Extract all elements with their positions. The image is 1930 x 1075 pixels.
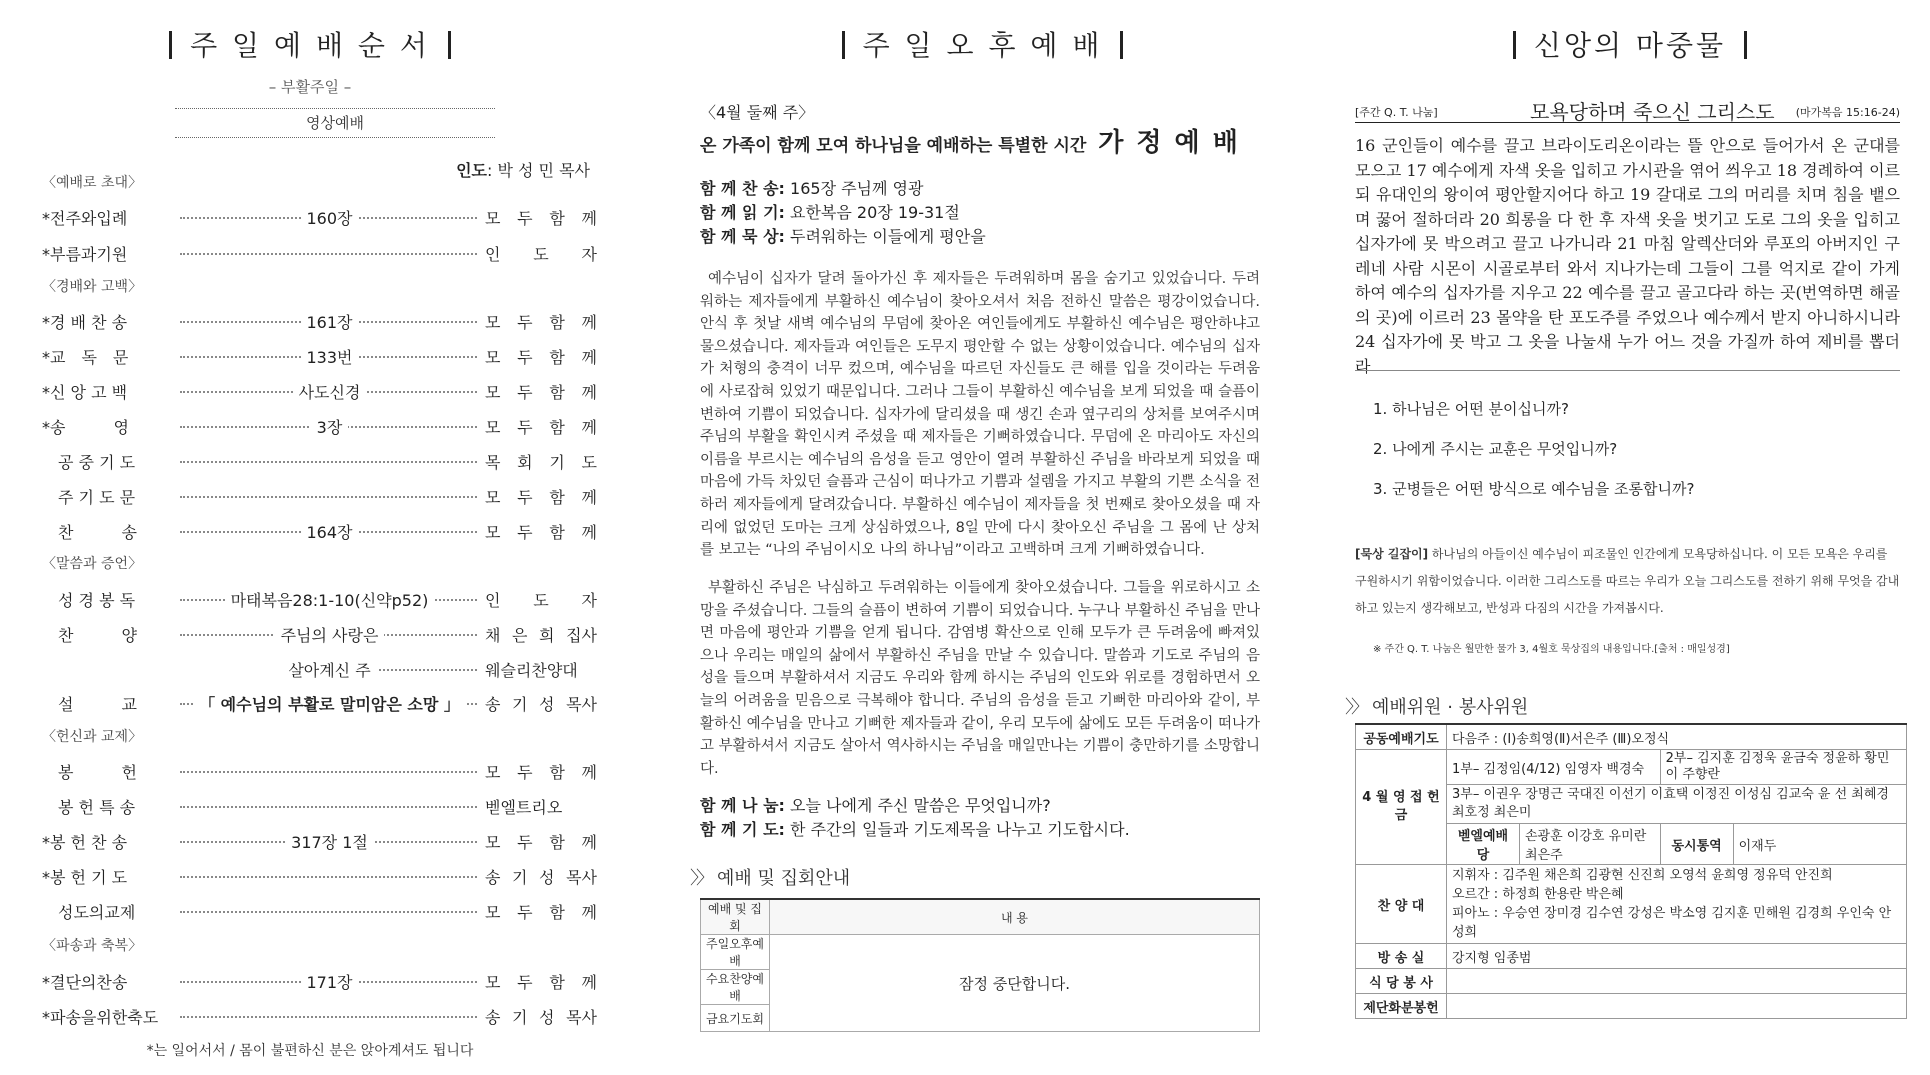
order-item-leader: 벧엘트리오 bbox=[485, 798, 563, 817]
prayer-line bbox=[700, 817, 1130, 840]
prayer-value: 한 주간의 일들과 기도제목을 나누고 기도합시다. bbox=[784, 820, 1130, 839]
staff-value: 3부– 이권우 장명근 국대진 이선기 이효택 이정진 이성심 김교숙 윤 선 최혜경 최호정 최은미 bbox=[1447, 785, 1907, 824]
order-item-name: 봉 헌 bbox=[42, 763, 137, 782]
order-item-detail-wrap bbox=[192, 588, 467, 611]
schedule-item: 주일오후예배 bbox=[701, 935, 770, 970]
choir-list bbox=[1447, 865, 1907, 944]
order-item-name: 성도의교제 bbox=[42, 903, 136, 922]
order-item-detail: 317장 1절 bbox=[285, 833, 374, 852]
schedule-heading bbox=[690, 864, 850, 890]
order-item bbox=[42, 623, 597, 645]
service-type: 영상예배 bbox=[175, 108, 495, 138]
order-item-name: *결단의찬송 bbox=[42, 973, 128, 992]
order-item-name: 찬 송 bbox=[42, 523, 137, 542]
staff-value: 오르간 : 하정희 한용란 박은혜 bbox=[1452, 887, 1624, 902]
staff-value: 이재두 bbox=[1733, 824, 1906, 865]
section-heading: 〈예배로 초대〉 bbox=[42, 175, 143, 191]
order-item bbox=[42, 310, 597, 332]
worship-order-title: 주 일 예 배 순 서 bbox=[190, 29, 430, 62]
qt-header bbox=[1355, 98, 1900, 123]
order-item-leader: 송 기 성 목사 bbox=[485, 695, 597, 714]
meditation-guide-label: [묵상 길잡이] bbox=[1355, 547, 1429, 561]
order-item bbox=[42, 760, 597, 782]
family-worship-heading bbox=[700, 122, 1240, 159]
order-item-detail: 160장 bbox=[301, 209, 359, 228]
order-item-leader: 송 기 성 목사 bbox=[485, 1008, 597, 1027]
order-item-detail-wrap bbox=[192, 970, 467, 993]
reading-label: 함 께 읽 기: bbox=[700, 203, 785, 222]
order-item bbox=[42, 415, 597, 437]
table-row bbox=[1356, 750, 1907, 785]
order-item bbox=[42, 830, 597, 852]
order-item-leader: 모 두 함 께 bbox=[485, 418, 597, 437]
question: 3. 군병들은 어떤 방식으로 예수님을 조롱합니까? bbox=[1373, 480, 1695, 498]
order-item-detail-wrap bbox=[192, 520, 467, 543]
order-item-detail-wrap bbox=[192, 658, 467, 681]
order-item-detail: 164장 bbox=[301, 523, 359, 542]
share-line bbox=[700, 793, 1051, 816]
week-label: 〈4월 둘째 주〉 bbox=[700, 103, 815, 122]
order-item-detail: 사도신경 bbox=[293, 383, 367, 402]
faith-title: 신앙의 마중물 bbox=[1533, 29, 1727, 62]
staff-value bbox=[1447, 969, 1907, 994]
dotted-leader bbox=[180, 496, 477, 498]
title-bar-left bbox=[842, 31, 845, 59]
order-item bbox=[42, 795, 597, 817]
meditation-value: 두려워하는 이들에게 평안을 bbox=[784, 227, 986, 246]
meditation-paragraph-1: 예수님이 십자가 달려 돌아가신 후 제자들은 두려워하며 몸을 숨기고 있었습니다. 두려워하는 제자들에게 부활하신 예수님이 찾아오셔서 처음 전하신 말씀은 평강이었습니다. 안식 후 첫날 새벽 예수님의 무덤에 찾아온 여인들에게도 부활하신 예수님은 평안하냐고 물으셨습니다. 제자들과 여인들은 도무지 평안할 수 없는 상황이었습니다. 예수님의 십자가 처형의 충격이 너무 컸으며, 예수님을 따르던 자신들도 큰 해를 입을 것이라는 두려움에 사로잡혀 있었기 때문입니다. 그러나 그들이 부활하신 예수님을 보게 되었을 때 슬픔이 변하여 기쁨이 되었습니다. 십자가에 달리셨을 때 생긴 손과 옆구리의 상처를 보여주시며 주님의 부활을 확인시켜 주셨을 때 제자들은 기뻐하였습니다. 무덤에 온 마리아도 자신의 이름을 부르시는 예수님의 음성을 듣고 영안이 열려 부활하신 주님을 바라보게 되었을 때 마음에 가득 차있던 슬픔과 근심이 떠나가고 기쁨과 설렘을 가지고 부활의 기쁜 소식을 전하러 제자들에게 달려갔습니다. 부활하신 예수님이 제자들을 첫 번째로 찾아오셨을 때 자리에 없었던 도마는 크게 상심하였으나, 8일 만에 다시 찾아오신 주님을 그 몸에 난 상처를 보고는 “나의 주님이시오 나의 하나님”이라고 고백하며 크게 기뻐하였습니다. bbox=[700, 271, 1260, 559]
staff-value bbox=[1447, 994, 1907, 1019]
dotted-leader bbox=[180, 806, 477, 808]
staff-value: 지휘자 : 김주원 채은희 김광현 신진희 오영석 윤희영 정유덕 안진희 bbox=[1452, 868, 1833, 883]
staff-value: 강지형 임종범 bbox=[1447, 944, 1907, 969]
schedule-heading-text: 예배 및 집회안내 bbox=[717, 868, 851, 889]
order-item-name: *봉 헌 찬 송 bbox=[42, 833, 128, 852]
afternoon-title: 주 일 오 후 예 배 bbox=[862, 29, 1103, 62]
staff-label: 동시통역 bbox=[1660, 824, 1733, 865]
share-label: 함 께 나 눔: bbox=[700, 796, 785, 815]
reading-value: 요한복음 20장 19-31절 bbox=[784, 203, 960, 222]
family-intro: 온 가족이 함께 모여 하나님을 예배하는 특별한 시간 bbox=[700, 136, 1087, 156]
staff-label: 방 송 실 bbox=[1356, 944, 1447, 969]
order-item-name: 공 중 기 도 bbox=[42, 453, 136, 472]
order-item-leader: 인 도 자 bbox=[485, 591, 597, 610]
staff-label: 찬 양 대 bbox=[1356, 865, 1447, 944]
hymn-label: 함 께 찬 송: bbox=[700, 179, 785, 198]
schedule-table bbox=[700, 898, 1260, 1032]
order-item-name: 찬 양 bbox=[42, 626, 137, 645]
dotted-leader bbox=[180, 253, 477, 255]
qt-reference: (마가복음 15:16-24) bbox=[1795, 106, 1900, 119]
order-item-leader: 인 도 자 bbox=[485, 245, 597, 264]
order-item bbox=[42, 206, 597, 228]
order-item-name: *파송을위한축도 bbox=[42, 1008, 159, 1027]
meditation-paragraph-2: 부활하신 주님은 낙심하고 두려워하는 이들에게 찾아오셨습니다. 그들을 위로하시고 소망을 주셨습니다. 그들의 슬픔이 변하여 기쁨이 되었습니다. 누구나 부활하신 주님을 만나면 마음에 평안과 기쁨을 얻게 됩니다. 감염병 확산으로 인해 모두가 큰 두려움에 빠져있으나 우리는 매일의 삶에서 부활하신 주님을 만날 수 있습니다. 말씀과 기도로 주님의 음성을 들으며 부활하셔서 지금도 우리와 함께 하시는 주님의 인도와 위로를 경험하면서 오늘의 어려움을 믿음으로 극복해야 합니다. 주님의 음성을 듣고 기뻐한 마리아와 같이, 부활하신 예수님을 만나고 기뻐한 제자들과 같이, 우리 모두에 삶에도 모든 두려움이 떠나가고 부활하셔서 지금도 살아서 역사하시는 주님을 매일만나는 기쁨이 충만하기를 소망합니다. bbox=[700, 580, 1260, 777]
faith-title-wrap bbox=[1345, 24, 1915, 64]
reading-line bbox=[700, 200, 960, 223]
question: 2. 나에게 주시는 교훈은 무엇입니까? bbox=[1373, 440, 1618, 458]
order-item-detail-wrap bbox=[192, 310, 467, 333]
order-item bbox=[42, 865, 597, 887]
order-item-leader: 모 두 함 께 bbox=[485, 763, 597, 782]
order-item bbox=[42, 900, 597, 922]
hymn-value: 165장 주님께 영광 bbox=[784, 179, 924, 198]
order-item-leader: 모 두 함 께 bbox=[485, 209, 597, 228]
order-item-detail-wrap bbox=[192, 692, 467, 715]
dotted-leader bbox=[180, 771, 477, 773]
schedule-item: 수요찬양예배 bbox=[701, 970, 770, 1005]
standing-note: *는 일어서서 / 몸이 불편하신 분은 앉아계셔도 됩니다 bbox=[146, 1043, 474, 1059]
dotted-leader bbox=[180, 1016, 477, 1018]
title-bar-right bbox=[1744, 31, 1747, 59]
order-item-detail: 「 예수님의 부활로 말미암은 소망 」 bbox=[193, 695, 466, 714]
leader bbox=[456, 158, 590, 181]
table-row bbox=[1356, 994, 1907, 1019]
order-item bbox=[42, 658, 597, 680]
order-item-leader: 모 두 함 께 bbox=[485, 833, 597, 852]
order-item bbox=[42, 1005, 597, 1027]
title-bar-right bbox=[1120, 31, 1123, 59]
order-item-name: *부름과기원 bbox=[42, 245, 128, 264]
order-item-leader: 채 은 희 집사 bbox=[485, 626, 597, 645]
share-value: 오늘 나에게 주신 말씀은 무엇입니까? bbox=[784, 796, 1051, 815]
order-item bbox=[42, 485, 597, 507]
order-item bbox=[42, 242, 597, 264]
order-item-detail-wrap bbox=[192, 206, 467, 229]
order-item-name: *송 영 bbox=[42, 418, 129, 437]
source-note: ※ 주간 Q. T. 나눔은 월만한 물가 3, 4월호 묵상집의 내용입니다.[출처 : 매일성경] bbox=[1373, 644, 1730, 655]
order-item-leader: 송 기 성 목사 bbox=[485, 868, 597, 887]
afternoon-worship-column bbox=[690, 0, 1275, 1075]
qt-title: 모욕당하며 죽으신 그리스도 bbox=[1530, 100, 1775, 124]
order-item-leader: 목 회 기 도 bbox=[485, 453, 597, 472]
order-item-name: *전주와입례 bbox=[42, 209, 128, 228]
staff-heading-text: 예배위원 · 봉사위원 bbox=[1372, 697, 1529, 718]
order-item-detail-wrap bbox=[192, 830, 467, 853]
staff-label: 공동예배기도 bbox=[1356, 724, 1447, 750]
question: 1. 하나님은 어떤 분이십니까? bbox=[1373, 400, 1569, 418]
table-row bbox=[1356, 969, 1907, 994]
order-item-name: 주 기 도 문 bbox=[42, 488, 136, 507]
order-item-name: *신 앙 고 백 bbox=[42, 383, 128, 402]
divider bbox=[1355, 370, 1900, 371]
schedule-content: 잠정 중단합니다. bbox=[770, 935, 1260, 1032]
staff-label: 4 월 영 접 헌 금 bbox=[1356, 750, 1447, 865]
order-item-name: 설 교 bbox=[42, 695, 137, 714]
order-item-detail: 3장 bbox=[311, 418, 349, 437]
table-header-row bbox=[701, 899, 1260, 935]
section-heading: 〈말씀과 증언〉 bbox=[42, 556, 143, 572]
bible-passage: 16 군인들이 예수를 끌고 브라이도리온이라는 뜰 안으로 들어가서 온 군대를 모으고 17 예수에게 자색 옷을 입히고 가시관을 엮어 씌우고 18 경례하여 이르되 유대인의 왕이여 평안할지어다 하고 19 갈대로 그의 머리를 치며 침을 뱉으며 꿇어 절하더라 20 희롱을 다 한 후 자색 옷을 벗기고 도로 그의 옷을 입히고 십자가에 못 박으려고 끌고 나가니라 21 마침 알렉산더와 루포의 아버지인 구레네 사람 시몬이 시골로부터 와서 지나가는데 그들이 그를 억지로 같이 가게 하여 예수의 십자가를 지우고 22 예수를 끌고 골고다라 하는 곳(번역하면 해골의 곳)에 이르러 23 몰약을 탄 포도주를 주었으나 예수께서 받지 아니하시니라 24 십자가에 못 박고 그 옷을 나눌새 누가 어느 것을 가질까 하여 제비를 뽑더라 bbox=[1355, 136, 1900, 376]
leader-name: : 박 성 민 목사 bbox=[486, 161, 590, 180]
staff-value: 2부– 김지훈 김정욱 윤금숙 정윤하 황민이 주향란 bbox=[1660, 750, 1906, 785]
meditation-line bbox=[700, 224, 986, 247]
table-row bbox=[701, 935, 1260, 970]
title-bar-left bbox=[1513, 31, 1516, 59]
staff-value: 다음주 : (Ⅰ)송희영(Ⅱ)서은주 (Ⅲ)오정식 bbox=[1447, 724, 1907, 750]
order-item bbox=[42, 450, 597, 472]
staff-label: 식 당 봉 사 bbox=[1356, 969, 1447, 994]
order-item-name: 성 경 봉 독 bbox=[42, 591, 136, 610]
staff-label: 벧엘예배당 bbox=[1447, 824, 1520, 865]
chevron-right-icon: 〉〉 bbox=[1345, 697, 1366, 718]
qt-tag: [주간 Q. T. 나눔] bbox=[1355, 106, 1438, 119]
order-item-leader: 모 두 함 께 bbox=[485, 523, 597, 542]
dotted-leader bbox=[180, 876, 477, 878]
worship-order-title-wrap bbox=[0, 24, 620, 64]
order-item-leader: 모 두 함 께 bbox=[485, 903, 597, 922]
table-header: 예배 및 집회 bbox=[701, 899, 770, 935]
chevron-right-icon: 〉〉 bbox=[690, 868, 711, 889]
table-row bbox=[1356, 865, 1907, 944]
meditation-label: 함 께 묵 상: bbox=[700, 227, 785, 246]
order-item-detail-wrap bbox=[192, 623, 467, 646]
meditation-guide-text: 하나님의 아들이신 예수님이 피조물인 인간에게 모욕당하십니다. 이 모든 모욕은 우리를 구원하시기 위함이었습니다. 이러한 그리스도를 따르는 우리가 오늘 그리스도를 전하기 위해 무엇을 감내하고 있는지 생각해보고, 반성과 다짐의 시간을 가져봅시다. bbox=[1355, 547, 1900, 615]
order-item-name: *교 독 문 bbox=[42, 348, 129, 367]
section-heading: 〈헌신과 교제〉 bbox=[42, 729, 143, 745]
order-of-worship-column bbox=[0, 0, 620, 1075]
order-item bbox=[42, 692, 597, 714]
staff-heading bbox=[1345, 693, 1528, 719]
staff-value: 손광훈 이강호 유미란 최은주 bbox=[1520, 824, 1661, 865]
order-item-name: *경 배 찬 송 bbox=[42, 313, 128, 332]
order-item-detail: 살아계신 주 bbox=[282, 661, 376, 680]
dotted-leader bbox=[180, 461, 477, 463]
section-heading: 〈파송과 축복〉 bbox=[42, 938, 143, 954]
hymn-line bbox=[700, 176, 923, 199]
prayer-label: 함 께 기 도: bbox=[700, 820, 785, 839]
order-item bbox=[42, 345, 597, 367]
table-header: 내 용 bbox=[770, 899, 1260, 935]
meditation-guide bbox=[1355, 541, 1900, 622]
sunday-name: – 부활주일 – bbox=[268, 78, 352, 96]
leader-label: 인도 bbox=[456, 161, 487, 180]
order-item-leader: 모 두 함 께 bbox=[485, 383, 597, 402]
order-item-leader: 모 두 함 께 bbox=[485, 348, 597, 367]
order-item-leader: 모 두 함 께 bbox=[485, 973, 597, 992]
order-item-name: *봉 헌 기 도 bbox=[42, 868, 128, 887]
dotted-leader bbox=[180, 911, 477, 913]
staff-value: 피아노 : 우승연 장미경 김수연 강성은 박소영 김지훈 민해원 김경희 우인숙 안성희 bbox=[1452, 906, 1892, 940]
order-item-leader: 모 두 함 께 bbox=[485, 488, 597, 507]
order-item-leader: 웨슬리찬양대 bbox=[485, 661, 578, 680]
table-row bbox=[1356, 944, 1907, 969]
order-item bbox=[42, 380, 597, 402]
staff-table bbox=[1355, 723, 1907, 1019]
order-item-detail: 주님의 사랑은 bbox=[275, 626, 385, 645]
order-item bbox=[42, 520, 597, 542]
table-row bbox=[1356, 724, 1907, 750]
order-item-detail: 161장 bbox=[301, 313, 359, 332]
section-heading: 〈경배와 고백〉 bbox=[42, 279, 143, 295]
schedule-item: 금요기도회 bbox=[701, 1005, 770, 1032]
order-item-detail: 133번 bbox=[301, 348, 359, 367]
staff-label: 제단화분봉헌 bbox=[1356, 994, 1447, 1019]
order-item-leader: 모 두 함 께 bbox=[485, 313, 597, 332]
staff-value: 1부– 김정임(4/12) 임영자 백경숙 bbox=[1447, 750, 1661, 785]
title-bar-left bbox=[169, 31, 172, 59]
faith-column bbox=[1345, 0, 1915, 1075]
title-bar-right bbox=[448, 31, 451, 59]
afternoon-title-wrap bbox=[690, 24, 1275, 64]
order-item-detail-wrap bbox=[192, 415, 467, 438]
order-item-name: 봉 헌 특 송 bbox=[42, 798, 136, 817]
order-item bbox=[42, 970, 597, 992]
order-item-detail: 마태복음28:1-10(신약p52) bbox=[225, 591, 435, 610]
family-title: 가 정 예 배 bbox=[1098, 128, 1240, 158]
order-item-detail-wrap bbox=[192, 345, 467, 368]
order-item-detail: 171장 bbox=[301, 973, 359, 992]
order-item-detail-wrap bbox=[192, 380, 467, 403]
order-item bbox=[42, 588, 597, 610]
